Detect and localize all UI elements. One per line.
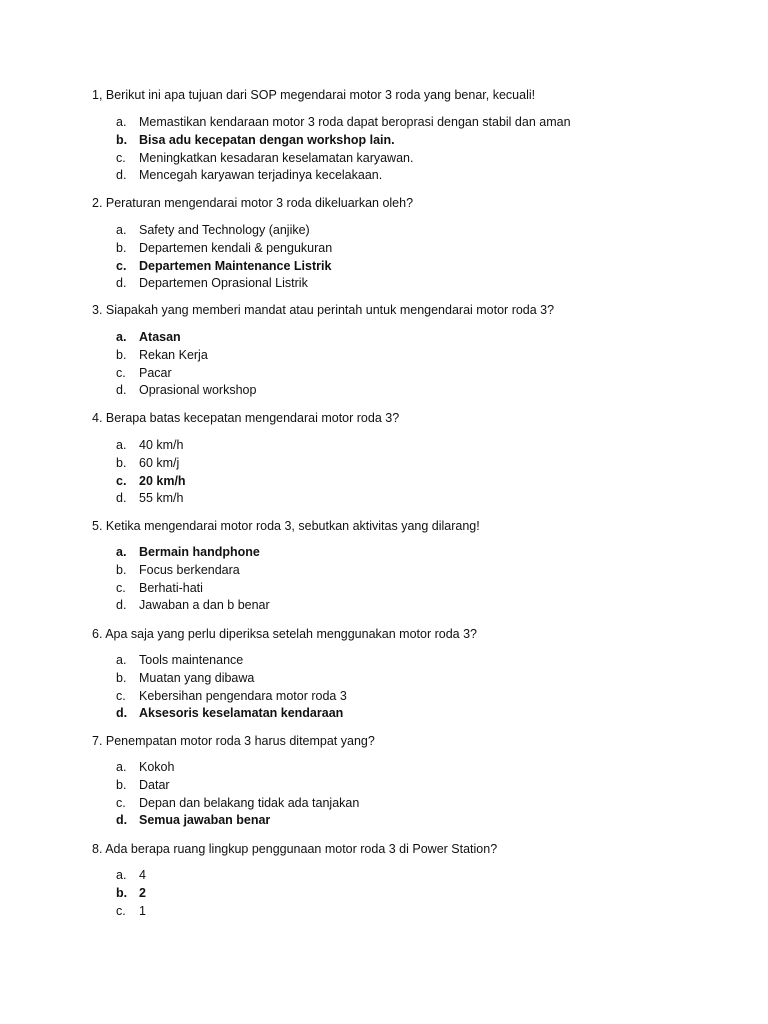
option-5d: d. Jawaban a dan b benar — [116, 598, 270, 613]
question-6: 6. Apa saja yang perlu diperiksa setelah menggunakan motor roda 3? — [92, 627, 477, 641]
option-7d: d. Semua jawaban benar — [116, 813, 271, 828]
option-6c: c. Kebersihan pengendara motor roda 3 — [116, 688, 347, 703]
options-2 — [116, 222, 332, 293]
option-6a: a. Tools maintenance — [116, 653, 244, 667]
options-5 — [116, 544, 270, 615]
option-3d: d. Oprasional workshop — [116, 383, 257, 398]
option-1d: d. Mencegah karyawan terjadinya kecelakaan. — [116, 168, 383, 183]
question-1: 1, Berikut ini apa tujuan dari SOP megendarai motor 3 roda yang benar, kecuali! — [92, 88, 536, 102]
options-8 — [116, 867, 146, 920]
option-1b: b. Bisa adu kecepatan dengan workshop lain. — [116, 132, 395, 147]
options-3 — [116, 329, 256, 400]
option-1a: a. Memastikan kendaraan motor 3 roda dapat beroprasi dengan stabil dan aman — [116, 115, 571, 129]
option-2c: c. Departemen Maintenance Listrik — [116, 258, 332, 273]
question-4: 4. Berapa batas kecepatan mengendarai motor roda 3? — [92, 411, 400, 425]
options-7 — [116, 759, 359, 830]
option-3c: c. Pacar — [116, 365, 172, 380]
option-4a: a. 40 km/h — [116, 438, 184, 452]
option-8b: b. 2 — [116, 885, 146, 900]
option-4b: b. 60 km/j — [116, 455, 180, 470]
question-7: 7. Penempatan motor roda 3 harus ditempat yang? — [92, 734, 375, 748]
options-4 — [116, 437, 186, 508]
option-2a: a. Safety and Technology (anjike) — [116, 223, 310, 237]
option-7a: a. Kokoh — [116, 760, 175, 774]
option-5c: c. Berhati-hati — [116, 580, 203, 595]
option-2b: b. Departemen kendali & pengukuran — [116, 240, 333, 255]
option-6d: d. Aksesoris keselamatan kendaraan — [116, 706, 344, 721]
question-8: 8. Ada berapa ruang lingkup penggunaan motor roda 3 di Power Station? — [92, 842, 498, 856]
option-8a: a. 4 — [116, 868, 146, 882]
question-2: 2. Peraturan mengendarai motor 3 roda dikeluarkan oleh? — [92, 196, 414, 210]
option-3b: b. Rekan Kerja — [116, 347, 208, 362]
option-7c: c. Depan dan belakang tidak ada tanjakan — [116, 795, 360, 810]
question-3: 3. Siapakah yang memberi mandat atau perintah untuk mengendarai motor roda 3? — [92, 303, 555, 317]
option-8c: c. 1 — [116, 903, 146, 918]
options-1 — [116, 114, 571, 185]
option-5a: a. Bermain handphone — [116, 545, 260, 559]
option-5b: b. Focus berkendara — [116, 562, 240, 577]
option-1c: c. Meningkatkan kesadaran keselamatan karyawan. — [116, 150, 414, 165]
question-5: 5. Ketika mengendarai motor roda 3, sebutkan aktivitas yang dilarang! — [92, 519, 480, 533]
option-4d: d. 55 km/h — [116, 491, 184, 506]
option-4c: c. 20 km/h — [116, 473, 186, 488]
option-2d: d. Departemen Oprasional Listrik — [116, 276, 308, 291]
option-3a: a. Atasan — [116, 330, 181, 344]
options-6 — [116, 652, 347, 723]
option-6b: b. Muatan yang dibawa — [116, 670, 255, 685]
option-7b: b. Datar — [116, 777, 170, 792]
